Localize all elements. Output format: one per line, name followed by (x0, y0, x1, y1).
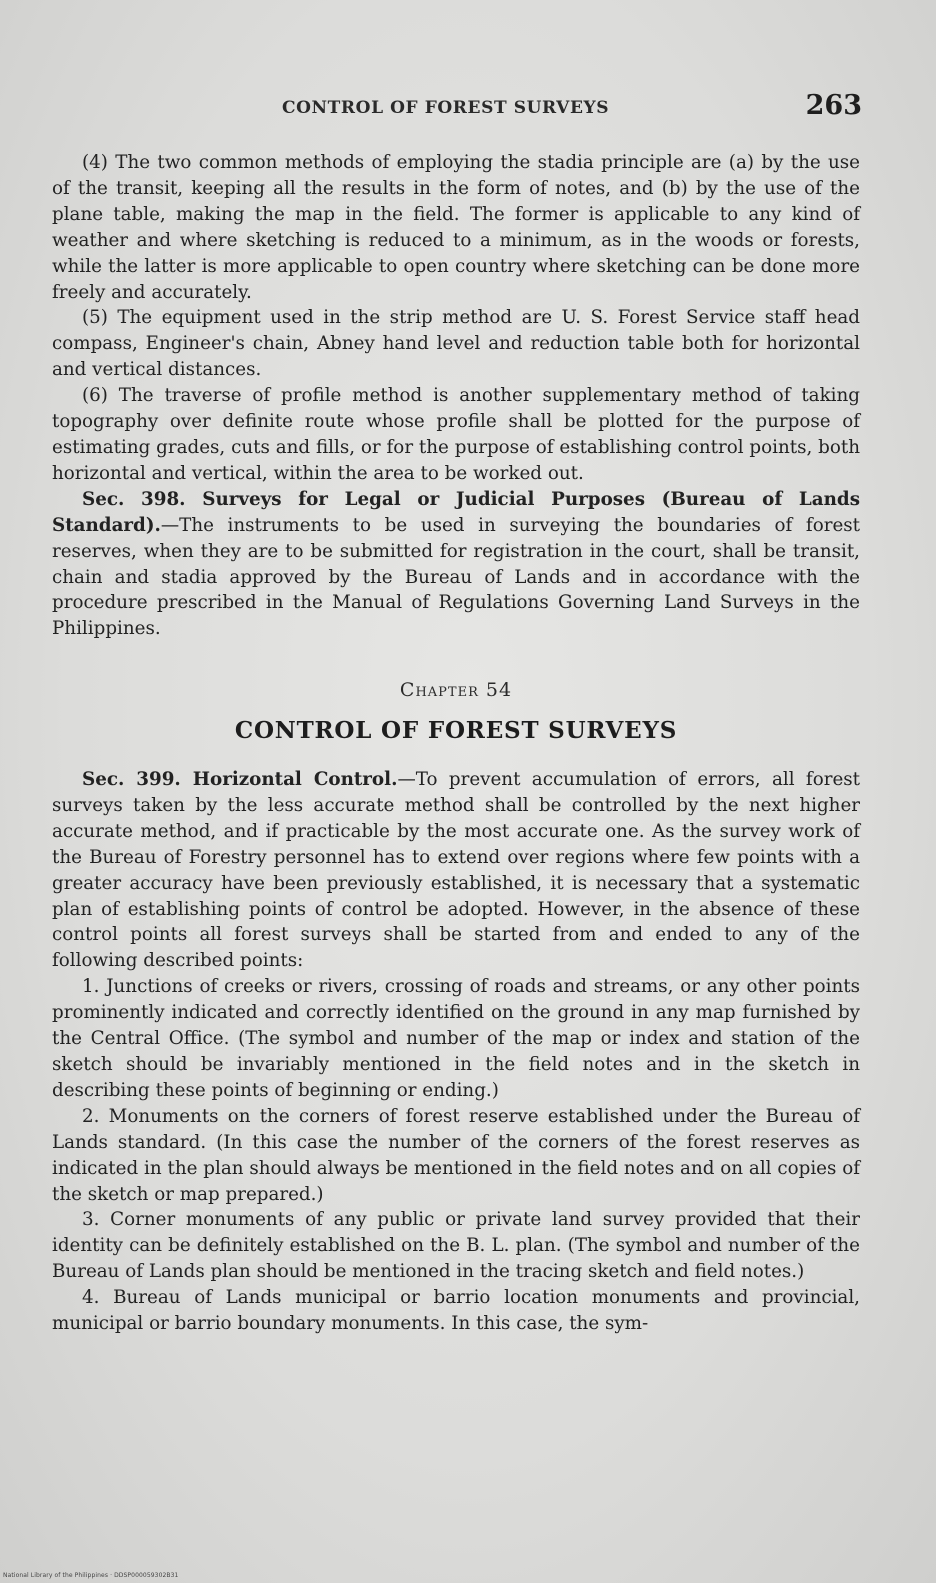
section-398 (52, 487, 860, 642)
paragraph-5: (5) The equipment used in the strip method are U. S. Forest Service staff head compass, Engineer's chain, Abney hand level and reduction table both for horizontal and vertical distances. (52, 307, 860, 381)
list-item-3: 3. Corner monuments of any public or private land survey provided that their identity can be definitely established on the B. L. plan. (The symbol and number of the Bureau of Lands plan should be mentioned in the tracing sketch and field notes.) (52, 1209, 860, 1283)
page-number: 263 (805, 90, 862, 121)
list-item-4: 4. Bureau of Lands municipal or barrio location monuments and provincial, municipal or barrio boundary monuments. In this case, the sym- (52, 1287, 860, 1335)
chapter-label: Chapter 54 (399, 679, 513, 702)
section-399-heading: Sec. 399. Horizontal Control. (82, 769, 398, 791)
scan-credit: National Library of the Philippines · DDSP000059302B31 (3, 1572, 179, 1579)
section-398-text: —The instruments to be used in surveying the boundaries of forest reserves, when they are to be submitted for registration in the court, shall be transit, chain and stadia approved by the Bureau of Lands and in accordance with the procedure prescribed in the Manual of Regulations Governing Land Surveys in the Philippines. (52, 514, 860, 640)
body-text (52, 150, 860, 1337)
running-head: CONTROL OF FOREST SURVEYS (282, 98, 610, 118)
list-item-2: 2. Monuments on the corners of forest reserve established under the Bureau of Lands standard. (In this case the number of the corners of the forest reserves as indicated in the plan should always be mentioned in the field notes and on all copies of the sketch or map prepared.) (52, 1105, 860, 1205)
paragraph-6: (6) The traverse of profile method is another supplementary method of taking topography over definite route whose profile shall be plotted for the purpose of estimating grades, cuts and fills, or for the purpose of establishing control points, both horizontal and vertical, within the area to be worked out. (52, 385, 860, 484)
section-398-heading: Sec. 398. Surveys for Legal or Judicial Purposes (Bureau of Lands Standard). (52, 488, 860, 536)
page-header (52, 90, 862, 130)
paragraph-4: (4) The two common methods of employing the stadia principle are (a) by the use of the transit, keeping all the results in the form of notes, and (b) by the use of the plane table, making the map in the field. The former is applicable to any kind of weather and where sketching is reduced to a minimum, as in the woods or forests, while the latter is more applicable to open country where sketching can be done more freely and accurately. (52, 152, 860, 303)
section-399-text: —To prevent accumulation of errors, all forest surveys taken by the less accurate method shall be controlled by the next higher accurate method, and if practicable by the most accurate one. As the survey work of the Bureau of Forestry personnel has to extend over regions where few points with a greater accuracy have been previously established, it is necessary that a systematic plan of establishing points of control be adopted. However, in the absence of these control points all forest surveys shall be started from and ended to any of the following described points: (52, 769, 860, 972)
list-item-1: 1. Junctions of creeks or rivers, crossing of roads and streams, or any other points prominently indicated and correctly identified on the ground in any map furnished by the Central Office. (The symbol and number of the map or index and station of the sketch should be invariably mentioned in the field notes and in the sketch in describing these points of beginning or ending.) (52, 976, 860, 1101)
chapter-title: CONTROL OF FOREST SURVEYS (234, 717, 678, 745)
section-399 (52, 767, 860, 974)
